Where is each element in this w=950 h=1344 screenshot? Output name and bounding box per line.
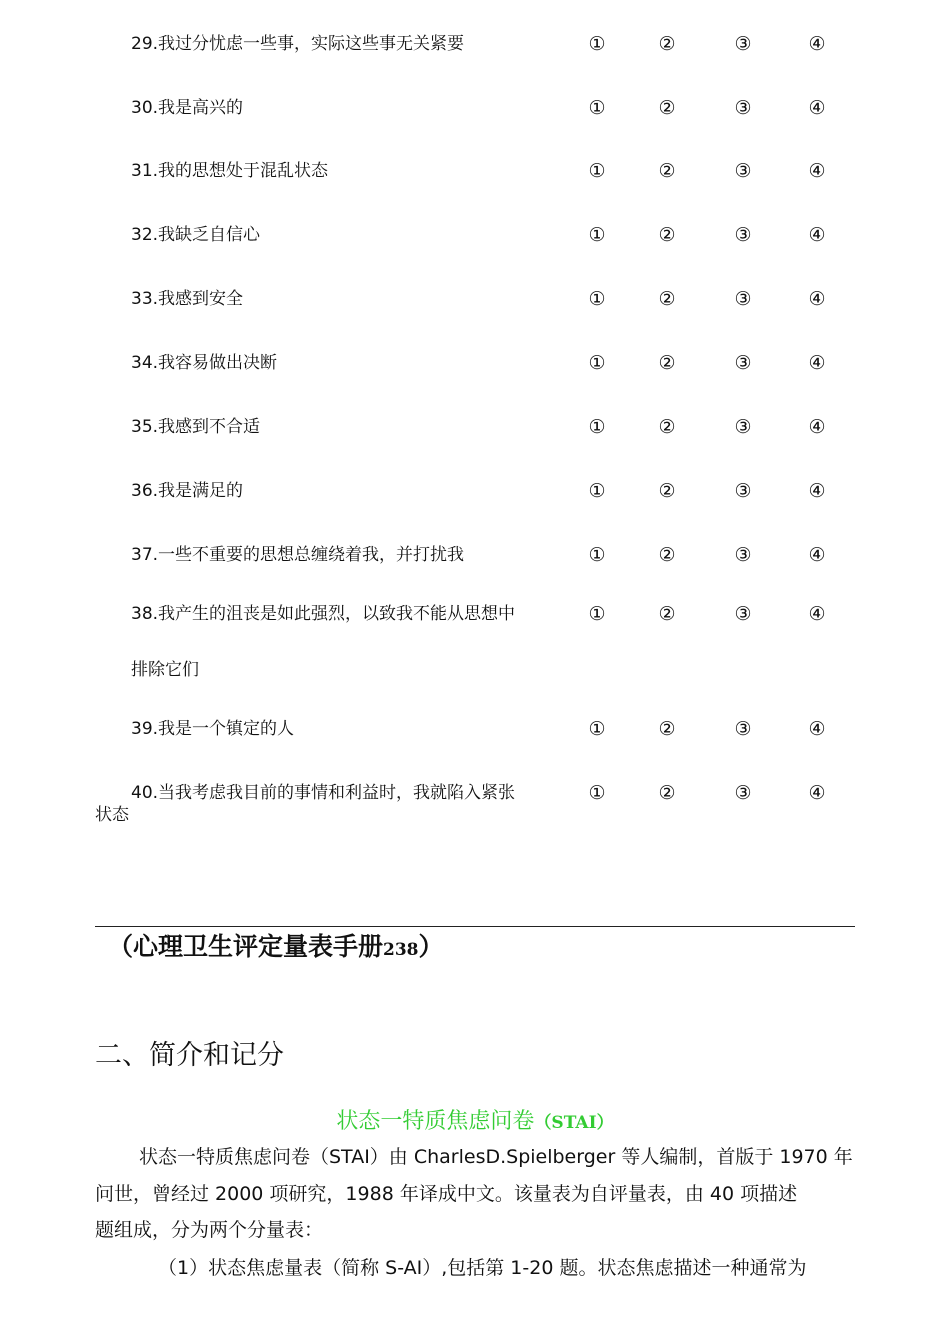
option-3: ③ — [734, 718, 752, 740]
option-4: ④ — [808, 224, 826, 246]
question-text: 29.我过分忧虑一些事，实际这些事无关紧要 — [131, 34, 465, 54]
question-row — [0, 603, 950, 643]
option-2: ② — [658, 224, 676, 246]
question-text: 40.当我考虑我目前的事情和利益时，我就陷入紧张 — [131, 783, 516, 803]
questionnaire-title — [0, 1106, 950, 1139]
section-heading: 二、简介和记分 — [95, 1040, 284, 1071]
option-3: ③ — [734, 224, 752, 246]
divider-line — [95, 926, 855, 927]
option-4: ④ — [808, 416, 826, 438]
question-continuation: 排除它们 — [131, 660, 199, 680]
option-3: ③ — [734, 416, 752, 438]
option-1: ① — [588, 160, 606, 182]
option-2: ② — [658, 480, 676, 502]
question-text: 37.一些不重要的思想总缠绕着我，并打扰我 — [131, 545, 465, 565]
option-3: ③ — [734, 288, 752, 310]
option-1: ① — [588, 97, 606, 119]
option-2: ② — [658, 544, 676, 566]
option-4: ④ — [808, 33, 826, 55]
option-2: ② — [658, 33, 676, 55]
option-4: ④ — [808, 480, 826, 502]
source-close: ） — [418, 932, 444, 961]
questionnaire-title-text: 状态一特质焦虑问卷 — [336, 1109, 535, 1134]
option-1: ① — [588, 288, 606, 310]
question-row — [0, 352, 950, 392]
option-3: ③ — [734, 603, 752, 625]
paragraph-line: 题组成，分为两个分量表： — [95, 1219, 324, 1241]
paragraph-line: 状态一特质焦虑问卷（STAI）由 CharlesD.Spielberger 等人编制，首版于 1970 年 — [139, 1146, 853, 1168]
question-text: 34.我容易做出决断 — [131, 353, 278, 373]
question-row — [0, 288, 950, 328]
option-1: ① — [588, 782, 606, 804]
paragraph-line: （1）状态焦虑量表（简称 S-AI）,包括第 1-20 题。状态焦虑描述一种通常为 — [158, 1257, 807, 1279]
option-2: ② — [658, 288, 676, 310]
option-1: ① — [588, 416, 606, 438]
question-row — [0, 416, 950, 456]
question-text: 38.我产生的沮丧是如此强烈，以致我不能从思想中 — [131, 604, 516, 624]
option-1: ① — [588, 224, 606, 246]
source-text: （心理卫生评定量表手册 — [108, 932, 384, 961]
option-3: ③ — [734, 97, 752, 119]
question-text: 35.我感到不合适 — [131, 417, 261, 437]
question-row — [0, 224, 950, 264]
option-3: ③ — [734, 782, 752, 804]
option-4: ④ — [808, 603, 826, 625]
option-3: ③ — [734, 160, 752, 182]
option-2: ② — [658, 352, 676, 374]
question-continuation: 状态 — [95, 805, 129, 825]
question-text: 36.我是满足的 — [131, 481, 244, 501]
option-1: ① — [588, 544, 606, 566]
option-3: ③ — [734, 480, 752, 502]
question-text: 31.我的思想处于混乱状态 — [131, 161, 329, 181]
option-4: ④ — [808, 782, 826, 804]
question-text: 30.我是高兴的 — [131, 98, 244, 118]
question-text: 32.我缺乏自信心 — [131, 225, 261, 245]
question-row — [0, 544, 950, 584]
option-1: ① — [588, 480, 606, 502]
question-row — [0, 718, 950, 758]
question-text: 39.我是一个镇定的人 — [131, 719, 295, 739]
option-2: ② — [658, 416, 676, 438]
option-4: ④ — [808, 352, 826, 374]
option-2: ② — [658, 97, 676, 119]
question-row — [0, 480, 950, 520]
question-row — [0, 97, 950, 137]
source-note — [108, 930, 444, 967]
question-row — [0, 782, 950, 822]
option-1: ① — [588, 352, 606, 374]
option-2: ② — [658, 782, 676, 804]
paragraph-line: 问世，曾经过 2000 项研究，1988 年译成中文。该量表为自评量表，由 40 项描述 — [95, 1183, 798, 1205]
option-4: ④ — [808, 97, 826, 119]
option-1: ① — [588, 603, 606, 625]
option-2: ② — [658, 160, 676, 182]
questionnaire-title-abbr: （STAI） — [534, 1113, 614, 1133]
option-3: ③ — [734, 33, 752, 55]
option-4: ④ — [808, 718, 826, 740]
option-4: ④ — [808, 544, 826, 566]
question-row — [0, 160, 950, 200]
question-text: 33.我感到安全 — [131, 289, 244, 309]
option-4: ④ — [808, 288, 826, 310]
option-2: ② — [658, 603, 676, 625]
option-2: ② — [658, 718, 676, 740]
source-page: 238 — [383, 940, 419, 960]
option-3: ③ — [734, 544, 752, 566]
option-1: ① — [588, 718, 606, 740]
question-row — [0, 33, 950, 73]
option-1: ① — [588, 33, 606, 55]
option-3: ③ — [734, 352, 752, 374]
option-4: ④ — [808, 160, 826, 182]
